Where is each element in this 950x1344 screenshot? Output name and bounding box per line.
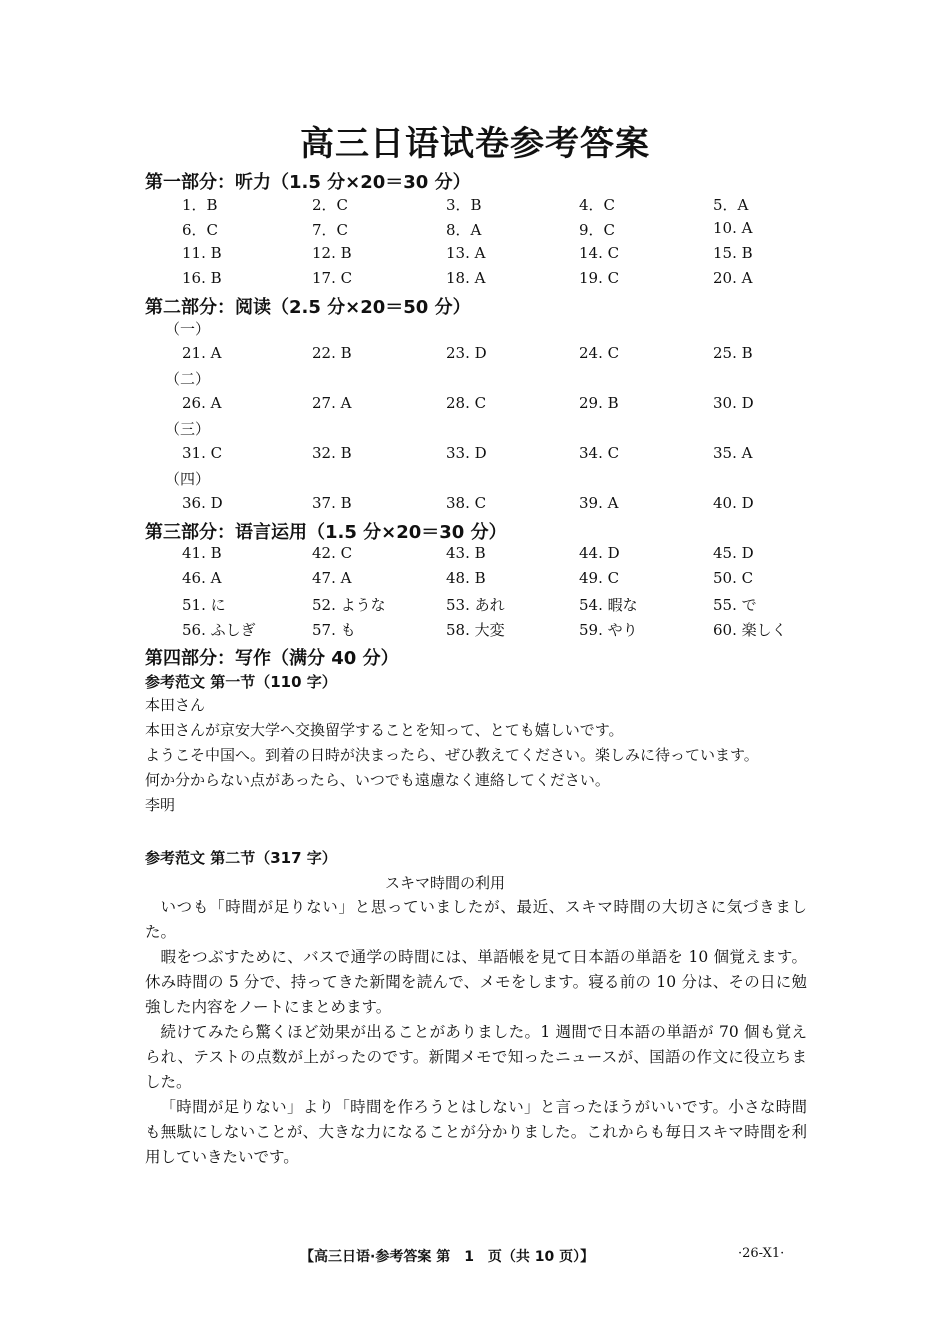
essay1-line: 何か分からない点があったら、いつでも遠慮なく連絡してください。 [145, 771, 610, 789]
part1-heading: 第一部分：听力（1.5 分×20＝30 分） [145, 172, 471, 193]
answer-cell: 46. A [182, 569, 222, 587]
answer-cell: 44. D [579, 544, 620, 562]
answer-row [0, 344, 950, 366]
answer-cell: 41. B [182, 544, 222, 562]
answer-cell: 54. 暇な [579, 596, 638, 614]
essay1-heading: 参考范文 第一节（110 字） [145, 673, 337, 691]
group-label: （二） [165, 370, 211, 388]
answer-cell: 28. C [446, 394, 487, 412]
answer-row [0, 219, 950, 241]
answer-cell: 43. B [446, 544, 486, 562]
page-code: ·26-X1· [738, 1246, 785, 1261]
essay2-paragraph: 続けてみたら驚くほど効果が出ることがありました。1 週間で日本語の単語が 70 個も覚えられ、テストの点数が上がったのです。新聞メモで知ったニュースが、国語の作文に役立ちました。 [145, 1023, 807, 1091]
answer-cell: 37. B [312, 494, 352, 512]
answer-cell: 20. A [713, 269, 753, 287]
page-title: 高三日语试卷参考答案 [300, 124, 650, 164]
answer-row [0, 494, 950, 516]
answer-cell: 45. D [713, 544, 754, 562]
answer-cell: 31. C [182, 444, 223, 462]
answer-cell: 17. C [312, 269, 353, 287]
essay1-line: 本田さん [145, 696, 206, 714]
answer-cell: 25. B [713, 344, 753, 362]
answer-cell: 11. B [182, 244, 222, 262]
answer-row [0, 269, 950, 291]
part3-heading: 第三部分：语言运用（1.5 分×20＝30 分） [145, 522, 507, 543]
answer-cell: 24. C [579, 344, 620, 362]
answer-cell: 16. B [182, 269, 222, 287]
essay2-paragraph: 「時間が足りない」より「時間を作ろうとはしない」と言ったほうがいいです。小さな時間も無駄にしないことが、大きな力になることが分かりました。これからも毎日スキマ時間を利用していきたいです。 [145, 1098, 807, 1166]
answer-cell: 6．C [182, 221, 219, 239]
answer-cell: 8．A [446, 221, 482, 239]
answer-cell: 10. A [713, 219, 753, 237]
answer-cell: 14. C [579, 244, 620, 262]
answer-row [0, 569, 950, 591]
answer-cell: 7．C [312, 221, 349, 239]
answer-cell: 48. B [446, 569, 486, 587]
answer-cell: 52. ような [312, 596, 386, 614]
answer-cell: 50. C [713, 569, 754, 587]
answer-cell: 9．C [579, 221, 616, 239]
answer-cell: 49. C [579, 569, 620, 587]
essay2-title: スキマ時間の利用 [384, 874, 505, 892]
answer-cell: 26. A [182, 394, 222, 412]
essay2-heading: 参考范文 第二节（317 字） [145, 849, 337, 867]
page-footer: 【高三日语·参考答案 第 1 页（共 10 页）】 [300, 1249, 595, 1265]
group-label: （三） [165, 420, 211, 438]
group-label: （四） [165, 470, 211, 488]
answer-row [0, 194, 950, 216]
answer-row [0, 544, 950, 566]
answer-cell: 32. B [312, 444, 352, 462]
answer-cell: 35. A [713, 444, 753, 462]
essay1-line: 本田さんが京安大学へ交換留学することを知って、とても嬉しいです。 [145, 721, 624, 739]
essay1-signature: 李明 [145, 796, 176, 814]
answer-cell: 19. C [579, 269, 620, 287]
answer-row [0, 244, 950, 266]
answer-cell: 33. D [446, 444, 487, 462]
answer-cell: 1．B [182, 196, 218, 214]
answer-cell: 22. B [312, 344, 352, 362]
essay1-line: ようこそ中国へ。到着の日時が決まったら、ぜひ教えてください。楽しみに待っています。 [145, 746, 759, 764]
answer-cell: 29. B [579, 394, 619, 412]
answer-row [0, 619, 950, 641]
answer-cell: 23. D [446, 344, 487, 362]
part4-heading: 第四部分：写作（满分 40 分） [145, 648, 399, 669]
answer-cell: 56. ふしぎ [182, 621, 256, 639]
answer-cell: 38. C [446, 494, 487, 512]
essay2-paragraph: 暇をつぶすために、バスで通学の時間には、単語帳を見て日本語の単語を 10 個覚えます。休み時間の 5 分で、持ってきた新聞を読んで、メモをします。寝る前の 10 分は、その日に勉強した内容をノートにまとめます。 [145, 948, 807, 1016]
answer-cell: 39. A [579, 494, 619, 512]
answer-cell: 5．A [713, 196, 749, 214]
part2-heading: 第二部分：阅读（2.5 分×20＝50 分） [145, 297, 471, 318]
essay2-paragraph: いつも「時間が足りない」と思っていましたが、最近、スキマ時間の大切さに気づきました。 [145, 898, 807, 941]
answer-cell: 58. 大変 [446, 621, 505, 639]
answer-row [0, 594, 950, 616]
answer-cell: 3．B [446, 196, 482, 214]
answer-cell: 60. 楽しく [713, 621, 787, 639]
answer-cell: 42. C [312, 544, 353, 562]
answer-cell: 47. A [312, 569, 352, 587]
answer-row [0, 444, 950, 466]
answer-cell: 13. A [446, 244, 486, 262]
answer-row [0, 394, 950, 416]
answer-cell: 27. A [312, 394, 352, 412]
answer-cell: 57. も [312, 621, 356, 639]
group-label: （一） [165, 320, 211, 338]
answer-cell: 21. A [182, 344, 222, 362]
answer-cell: 40. D [713, 494, 754, 512]
answer-cell: 34. C [579, 444, 620, 462]
answer-cell: 53. あれ [446, 596, 505, 614]
answer-cell: 36. D [182, 494, 223, 512]
answer-cell: 51. に [182, 596, 226, 614]
answer-cell: 4．C [579, 196, 616, 214]
answer-cell: 2．C [312, 196, 349, 214]
answer-cell: 59. やり [579, 621, 638, 639]
answer-cell: 18. A [446, 269, 486, 287]
answer-cell: 55. で [713, 596, 757, 614]
answer-cell: 12. B [312, 244, 352, 262]
answer-cell: 30. D [713, 394, 754, 412]
answer-cell: 15. B [713, 244, 753, 262]
